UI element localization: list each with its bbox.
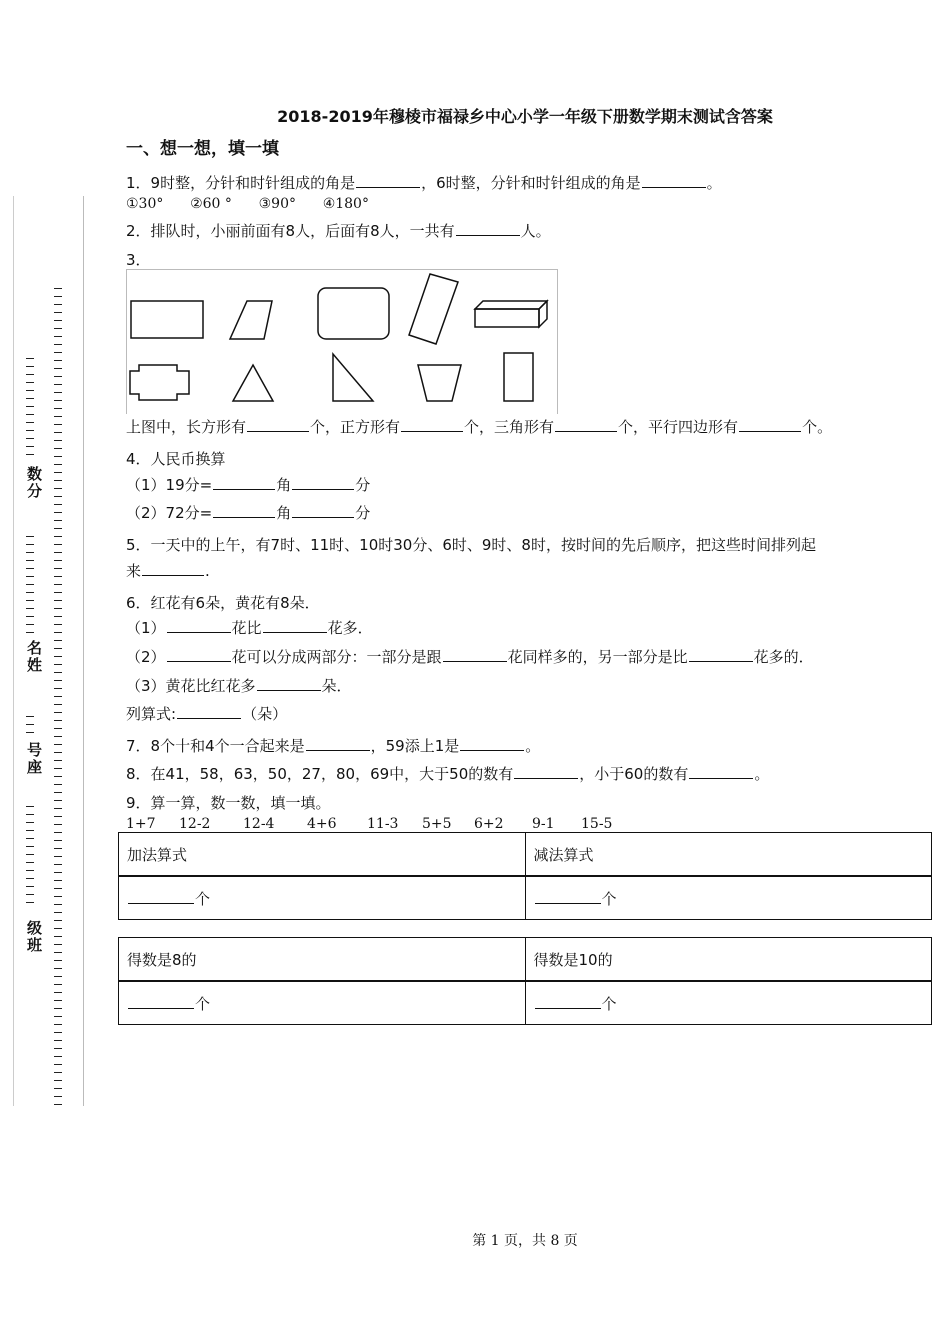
binding-dash [54, 344, 62, 345]
rectangle-shape [131, 301, 203, 338]
q1-text-c: 。 [706, 174, 722, 192]
q4-row-1 [126, 474, 370, 495]
binding-dash [54, 976, 62, 977]
table-header-addition: 加法算式 [119, 833, 526, 877]
binding-dash [54, 1024, 62, 1025]
binding-dash [54, 296, 62, 297]
binding-dash [54, 1088, 62, 1089]
q3-blank-rect[interactable] [247, 430, 309, 432]
q6-calc-unit: （朵） [242, 705, 288, 723]
binding-dash [54, 320, 62, 321]
q4-r2-text-b: 角 [276, 504, 292, 522]
q2-text-a: 2．排队时，小丽前面有8人，后面有8人，一共有 [126, 222, 455, 240]
question-1 [126, 172, 722, 193]
binding-dash [54, 640, 62, 641]
binding-dash [26, 576, 34, 577]
q9-expression: 4+6 [307, 816, 337, 832]
question-2 [126, 220, 551, 241]
binding-dash [54, 680, 62, 681]
q9-expression: 15-5 [581, 816, 613, 832]
prism-front [475, 309, 539, 327]
binding-dash [54, 888, 62, 889]
section-heading: 一、想一想，填一填 [126, 139, 279, 159]
binding-dash [54, 384, 62, 385]
binding-dash [54, 288, 62, 289]
q6-sub-3 [126, 675, 352, 696]
binding-dash [54, 584, 62, 585]
q1-text-b: ，6时整，分针和时针组成的角是 [421, 174, 641, 192]
q6-s3-blank[interactable] [257, 689, 321, 691]
q6-s2-blank-3[interactable] [689, 660, 753, 662]
binding-dash [54, 416, 62, 417]
q6-s3-text-a: （3）黄花比红花多 [126, 677, 256, 695]
binding-dash [54, 480, 62, 481]
binding-dash [26, 632, 34, 633]
q7-text-a: 7．8个十和4个一合起来是 [126, 737, 305, 755]
binding-dash [26, 536, 34, 537]
binding-dash [54, 664, 62, 665]
q9-expression: 9-1 [532, 816, 555, 832]
binding-dash [54, 1000, 62, 1001]
binding-dash [54, 760, 62, 761]
q8-text-a: 8．在41，58，63，50，27，80，69中，大于50的数有 [126, 765, 514, 783]
q1-blank-2[interactable] [642, 186, 706, 188]
binding-dash [26, 600, 34, 601]
binding-dash [54, 1056, 62, 1057]
binding-dash [54, 1072, 62, 1073]
q6-heading: 6．红花有6朵，黄花有8朵． [126, 594, 320, 612]
q6-sub-2 [126, 646, 814, 667]
q6-s2-text-c: 花同样多的，另一部分是比 [507, 648, 688, 666]
q9-expression: 12-2 [179, 816, 211, 832]
triangle-shape [233, 365, 273, 401]
binding-dash [54, 592, 62, 593]
shapes-drawing [127, 270, 557, 414]
q7-blank-2[interactable] [460, 749, 524, 751]
binding-dash [54, 1080, 62, 1081]
table-cell [525, 981, 932, 1025]
binding-dash [54, 920, 62, 921]
q9-table-2 [118, 937, 932, 1025]
binding-dash [54, 368, 62, 369]
cross-shape [130, 365, 189, 400]
binding-dash [54, 1096, 62, 1097]
q9-expression: 1+7 [126, 816, 156, 832]
tilted-rectangle-shape [409, 274, 458, 344]
q3-text-a: 上图中，长方形有 [126, 418, 247, 436]
q4-r1-blank-jiao[interactable] [213, 488, 275, 490]
binding-dash [54, 656, 62, 657]
binding-dash [26, 366, 34, 367]
binding-dash [54, 752, 62, 753]
q4-r2-blank-jiao[interactable] [213, 516, 275, 518]
binding-dash [54, 1032, 62, 1033]
q6-sub-1 [126, 617, 373, 638]
binding-dash [26, 568, 34, 569]
table-header-subtraction: 减法算式 [525, 833, 932, 877]
q4-r2-text-c: 分 [355, 504, 371, 522]
q4-row-2 [126, 502, 370, 523]
q3-question [126, 416, 832, 437]
table-cell-unit: 个 [601, 889, 617, 908]
margin-label-seat: 号座 [25, 742, 43, 776]
binding-dash [54, 336, 62, 337]
binding-dash [54, 848, 62, 849]
binding-dash [26, 732, 34, 733]
binding-dash [54, 776, 62, 777]
binding-dash [54, 488, 62, 489]
q1-blank-1[interactable] [356, 186, 420, 188]
question-8 [126, 763, 769, 784]
prism-top [475, 301, 547, 309]
binding-dash [54, 632, 62, 633]
binding-dash [54, 864, 62, 865]
binding-dash [54, 688, 62, 689]
binding-dash [26, 560, 34, 561]
binding-dash [54, 704, 62, 705]
binding-dash [26, 886, 34, 887]
binding-dash [26, 846, 34, 847]
q5-text-c: . [205, 562, 210, 580]
page-footer: 第 1 页，共 8 页 [472, 1233, 578, 1249]
binding-dash [54, 896, 62, 897]
table-row [119, 981, 932, 1025]
binding-dash [26, 894, 34, 895]
q9-t2-blank-1[interactable] [128, 1007, 194, 1009]
binding-dash [54, 448, 62, 449]
binding-dash [26, 430, 34, 431]
table-cell-unit: 个 [195, 994, 211, 1013]
binding-dash [54, 696, 62, 697]
page-title: 2018-2019年穆棱市福禄乡中心小学一年级下册数学期末测试含答案 [277, 107, 773, 126]
binding-dash [26, 814, 34, 815]
margin-label-class: 级班 [25, 920, 43, 954]
q9-t2-blank-2[interactable] [535, 1007, 601, 1009]
table-cell-unit: 个 [601, 994, 617, 1013]
binding-dash [54, 400, 62, 401]
q4-r1-blank-fen[interactable] [292, 488, 354, 490]
q4-r1-text-a: （1）19分= [126, 476, 213, 494]
binding-dash [54, 568, 62, 569]
table-cell-unit: 个 [195, 889, 211, 908]
binding-dash [54, 672, 62, 673]
prism-side [539, 301, 547, 327]
binding-dash [26, 806, 34, 807]
tall-rectangle-shape [504, 353, 533, 401]
binding-dash [26, 398, 34, 399]
binding-dash [54, 1016, 62, 1017]
binding-dash [54, 952, 62, 953]
table-header-result-10: 得数是10的 [525, 938, 932, 982]
binding-dash [26, 422, 34, 423]
binding-dash [26, 358, 34, 359]
q8-text-b: ，小于60的数有 [579, 765, 689, 783]
q9-expression: 11-3 [367, 816, 399, 832]
binding-dash [54, 472, 62, 473]
binding-dash [26, 862, 34, 863]
binding-dash [54, 984, 62, 985]
binding-dash [54, 504, 62, 505]
binding-dash [26, 584, 34, 585]
right-triangle-shape [333, 354, 373, 401]
binding-dash [54, 576, 62, 577]
q1-option: ①30° [126, 196, 164, 212]
binding-dash [54, 376, 62, 377]
binding-dash [26, 716, 34, 717]
binding-dash [54, 520, 62, 521]
binding-dash [54, 552, 62, 553]
binding-dash [54, 496, 62, 497]
binding-dash [26, 454, 34, 455]
binding-dash [54, 392, 62, 393]
binding-dash [54, 1040, 62, 1041]
parallelogram-shape [230, 301, 272, 339]
binding-dash [54, 912, 62, 913]
shapes-figure [126, 269, 558, 414]
binding-dash [26, 374, 34, 375]
binding-dash [26, 724, 34, 725]
q3-blank-parallelogram[interactable] [739, 430, 801, 432]
binding-dash [54, 768, 62, 769]
q9-table-1 [118, 832, 932, 920]
binding-dash [54, 432, 62, 433]
q9-t1-blank-1[interactable] [128, 902, 194, 904]
q6-s1-blank-2[interactable] [263, 631, 327, 633]
binding-dash [54, 648, 62, 649]
binding-dash [54, 536, 62, 537]
q6-s1-text-b: 花比 [231, 619, 262, 637]
q5-line-2 [126, 560, 210, 581]
q2-text-b: 人。 [520, 222, 551, 240]
q6-s1-text-c: 花多． [327, 619, 373, 637]
table-cell [119, 981, 526, 1025]
q4-r1-text-b: 角 [276, 476, 292, 494]
binding-dash [54, 968, 62, 969]
q9-expression: 5+5 [422, 816, 452, 832]
q9-expression: 6+2 [474, 816, 504, 832]
binding-dash [26, 552, 34, 553]
q9-expression: 12-4 [243, 816, 275, 832]
binding-dash [26, 838, 34, 839]
q5-line-1: 5．一天中的上午，有7时、11时、10时30分、6时、9时、8时，按时间的先后顺序，把这些时间排列起 [126, 536, 816, 554]
binding-dash [54, 560, 62, 561]
q3-text-e: 个。 [802, 418, 833, 436]
q6-calc-label: 列算式: [126, 705, 177, 723]
q6-s3-text-b: 朵． [321, 677, 352, 695]
binding-dash [54, 312, 62, 313]
binding-dash [54, 1064, 62, 1065]
binding-dash [54, 800, 62, 801]
binding-dash [26, 406, 34, 407]
q7-text-c: 。 [525, 737, 541, 755]
binding-dash [54, 840, 62, 841]
q4-r2-blank-fen[interactable] [292, 516, 354, 518]
binding-dash [54, 608, 62, 609]
binding-dash [54, 808, 62, 809]
binding-dash [54, 440, 62, 441]
question-7 [126, 735, 540, 756]
binding-dash [26, 854, 34, 855]
binding-dash [54, 856, 62, 857]
q8-text-c: 。 [754, 765, 770, 783]
binding-dash [26, 616, 34, 617]
binding-dash [54, 424, 62, 425]
binding-dash [54, 712, 62, 713]
q6-s2-text-a: （2） [126, 648, 166, 666]
binding-dash [54, 1048, 62, 1049]
q1-options [126, 196, 369, 212]
binding-dash [54, 512, 62, 513]
binding-dash [54, 728, 62, 729]
q6-s2-text-b: 花可以分成两部分：一部分是跟 [231, 648, 442, 666]
binding-dash [54, 792, 62, 793]
binding-dash [54, 352, 62, 353]
binding-dash [26, 608, 34, 609]
binding-dash [54, 1008, 62, 1009]
binding-dash [26, 438, 34, 439]
binding-dash [54, 600, 62, 601]
binding-dash [26, 878, 34, 879]
binding-dash [54, 816, 62, 817]
trapezoid-shape [418, 365, 461, 401]
q2-blank[interactable] [456, 234, 520, 236]
binding-dash [26, 414, 34, 415]
q6-s2-text-d: 花多的． [753, 648, 814, 666]
binding-dash [54, 928, 62, 929]
table-cell [525, 876, 932, 920]
q4-r1-text-c: 分 [355, 476, 371, 494]
binding-dash [54, 992, 62, 993]
margin-inner-line [83, 196, 84, 1106]
binding-dash [54, 744, 62, 745]
binding-dash [26, 870, 34, 871]
binding-dash [54, 872, 62, 873]
binding-dash [26, 822, 34, 823]
binding-dash [54, 936, 62, 937]
q6-calc [126, 703, 287, 724]
binding-dash [26, 382, 34, 383]
q6-s2-blank-1[interactable] [167, 660, 231, 662]
margin-label-score: 数分 [25, 466, 43, 500]
q3-blank-triangle[interactable] [555, 430, 617, 432]
binding-dash [54, 304, 62, 305]
q4-heading: 4．人民币换算 [126, 450, 226, 468]
binding-dash [54, 464, 62, 465]
q4-r2-text-a: （2）72分= [126, 504, 213, 522]
q8-blank-1[interactable] [514, 777, 578, 779]
table-row [119, 876, 932, 920]
binding-dash [54, 616, 62, 617]
table-cell [119, 876, 526, 920]
q7-blank-1[interactable] [306, 749, 370, 751]
q1-option: ④180° [322, 196, 369, 212]
table-row [119, 938, 932, 982]
q6-s2-blank-2[interactable] [443, 660, 507, 662]
binding-dash [54, 528, 62, 529]
q6-s1-text-a: （1） [126, 619, 166, 637]
binding-dash [54, 944, 62, 945]
q3-text-c: 个，三角形有 [464, 418, 555, 436]
binding-dash [54, 880, 62, 881]
q1-option: ②60 ° [190, 196, 232, 212]
binding-dash [54, 408, 62, 409]
margin-outer-line [13, 196, 14, 1106]
table-header-result-8: 得数是8的 [119, 938, 526, 982]
binding-dash [54, 736, 62, 737]
binding-dash [54, 960, 62, 961]
q1-text-a: 1．9时整，分针和时针组成的角是 [126, 174, 356, 192]
binding-dash [26, 902, 34, 903]
binding-dash [54, 456, 62, 457]
binding-dash [54, 624, 62, 625]
q1-option: ③90° [258, 196, 296, 212]
table-row [119, 833, 932, 877]
binding-dash [54, 1104, 62, 1105]
binding-dash [54, 328, 62, 329]
q7-text-b: ，59添上1是 [370, 737, 460, 755]
q3-number: 3． [126, 251, 151, 269]
q5-blank[interactable] [142, 574, 204, 576]
q6-s1-blank-1[interactable] [167, 631, 231, 633]
rounded-rectangle-shape [318, 288, 389, 339]
binding-dash [26, 592, 34, 593]
q9-heading: 9．算一算，数一数，填一填。 [126, 794, 331, 812]
binding-dash [54, 360, 62, 361]
binding-dash [26, 544, 34, 545]
q8-blank-2[interactable] [689, 777, 753, 779]
q9-t1-blank-2[interactable] [535, 902, 601, 904]
binding-dash [26, 624, 34, 625]
binding-dash [54, 544, 62, 545]
margin-label-name: 名姓 [25, 640, 43, 674]
binding-dash [54, 720, 62, 721]
q3-text-b: 个，正方形有 [310, 418, 401, 436]
binding-dash [26, 390, 34, 391]
binding-dash [54, 824, 62, 825]
q3-text-d: 个，平行四边形有 [618, 418, 739, 436]
binding-dash [54, 904, 62, 905]
binding-dash [26, 446, 34, 447]
binding-dash [26, 830, 34, 831]
q6-calc-blank[interactable] [177, 717, 241, 719]
q5-text-b: 来 [126, 562, 142, 580]
q3-blank-square[interactable] [401, 430, 463, 432]
binding-dash [54, 832, 62, 833]
binding-dash [54, 784, 62, 785]
